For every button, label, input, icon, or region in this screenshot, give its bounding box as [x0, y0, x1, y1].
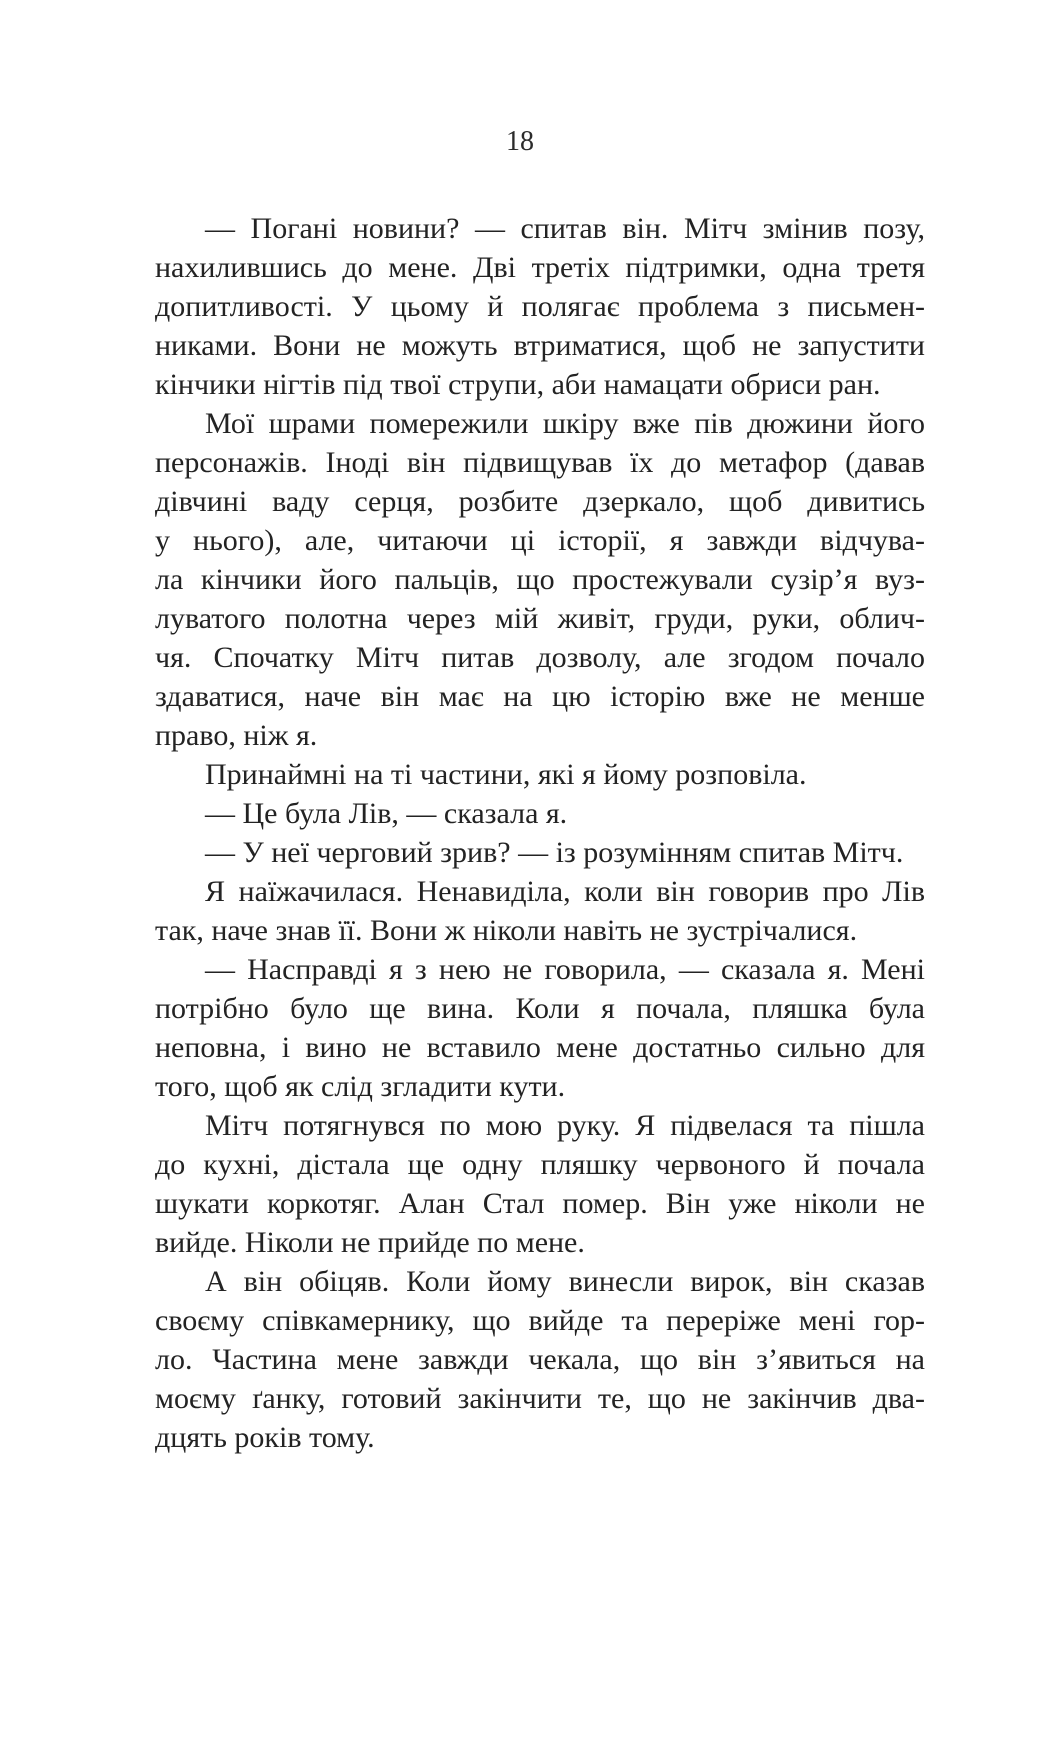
text-line: нахилившись до мене. Дві третіх підтримки, одна третя	[155, 251, 925, 284]
text-line: персонажів. Іноді він підвищував їх до метафор (давав	[155, 446, 925, 479]
text-line: здаватися, наче він має на цю історію вже не менше	[155, 680, 925, 713]
text-line: кінчики нігтів під твої струпи, аби намацати обриси ран.	[155, 368, 881, 401]
text-line: дцять років тому.	[155, 1421, 375, 1454]
paragraph	[155, 794, 925, 833]
text-line: Принаймні на ті частини, які я йому розповіла.	[205, 758, 807, 791]
page-number: 18	[506, 126, 534, 157]
paragraph	[155, 1262, 925, 1457]
text-line: того, щоб як слід згладити кути.	[155, 1070, 566, 1103]
text-line: Мої шрами помережили шкіру вже пів дюжини його	[205, 407, 925, 440]
text-line: — Це була Лів, — сказала я.	[205, 797, 568, 830]
paragraph	[155, 833, 925, 872]
text-line: — Погані новини? — спитав він. Мітч змінив позу,	[205, 212, 925, 245]
paragraph	[155, 872, 925, 950]
paragraph	[155, 950, 925, 1106]
page-text	[155, 209, 925, 1457]
text-line: дівчині ваду серця, розбите дзеркало, щоб дивитись	[155, 485, 925, 518]
text-line: Я наїжачилася. Ненавиділа, коли він говорив про Лів	[205, 875, 925, 908]
text-line: право, ніж я.	[155, 719, 318, 752]
text-line: Мітч потягнувся по мою руку. Я підвелася та пішла	[205, 1109, 925, 1142]
text-line: чя. Спочатку Мітч питав дозволу, але згодом почало	[155, 641, 925, 674]
text-line: неповна, і вино не вставило мене достатньо сильно для	[155, 1031, 925, 1064]
text-line: вийде. Ніколи не прийде по мене.	[155, 1226, 585, 1259]
text-line: так, наче знав її. Вони ж ніколи навіть не зустрічалися.	[155, 914, 858, 947]
text-line: — Насправді я з нею не говорила, — сказала я. Мені	[205, 953, 925, 986]
paragraph	[155, 1106, 925, 1262]
text-line: луватого полотна через мій живіт, груди, руки, облич-	[155, 602, 925, 635]
text-line: А він обіцяв. Коли йому винесли вирок, він сказав	[205, 1265, 925, 1298]
text-line: шукати коркотяг. Алан Стал помер. Він уже ніколи не	[155, 1187, 925, 1220]
text-line: ла кінчики його пальців, що простежували сузір’я вуз-	[155, 563, 925, 596]
book-page	[0, 128, 1040, 1758]
text-line: допитливості. У цьому й полягає проблема з письмен-	[155, 290, 925, 323]
paragraph	[155, 209, 925, 404]
text-line: до кухні, дістала ще одну пляшку червоного й почала	[155, 1148, 925, 1181]
text-line: ло. Частина мене завжди чекала, що він з’явиться на	[155, 1343, 925, 1376]
text-line: — У неї черговий зрив? — із розумінням спитав Мітч.	[205, 836, 904, 869]
paragraph	[155, 755, 925, 794]
paragraph	[155, 404, 925, 755]
text-line: своєму співкамернику, що вийде та переріже мені гор-	[155, 1304, 925, 1337]
text-line: никами. Вони не можуть втриматися, щоб не запустити	[155, 329, 925, 362]
text-line: у нього), але, читаючи ці історії, я завжди відчува-	[155, 524, 925, 557]
text-line: моєму ґанку, готовий закінчити те, що не закінчив два-	[155, 1382, 925, 1415]
text-line: потрібно було ще вина. Коли я почала, пляшка була	[155, 992, 925, 1025]
